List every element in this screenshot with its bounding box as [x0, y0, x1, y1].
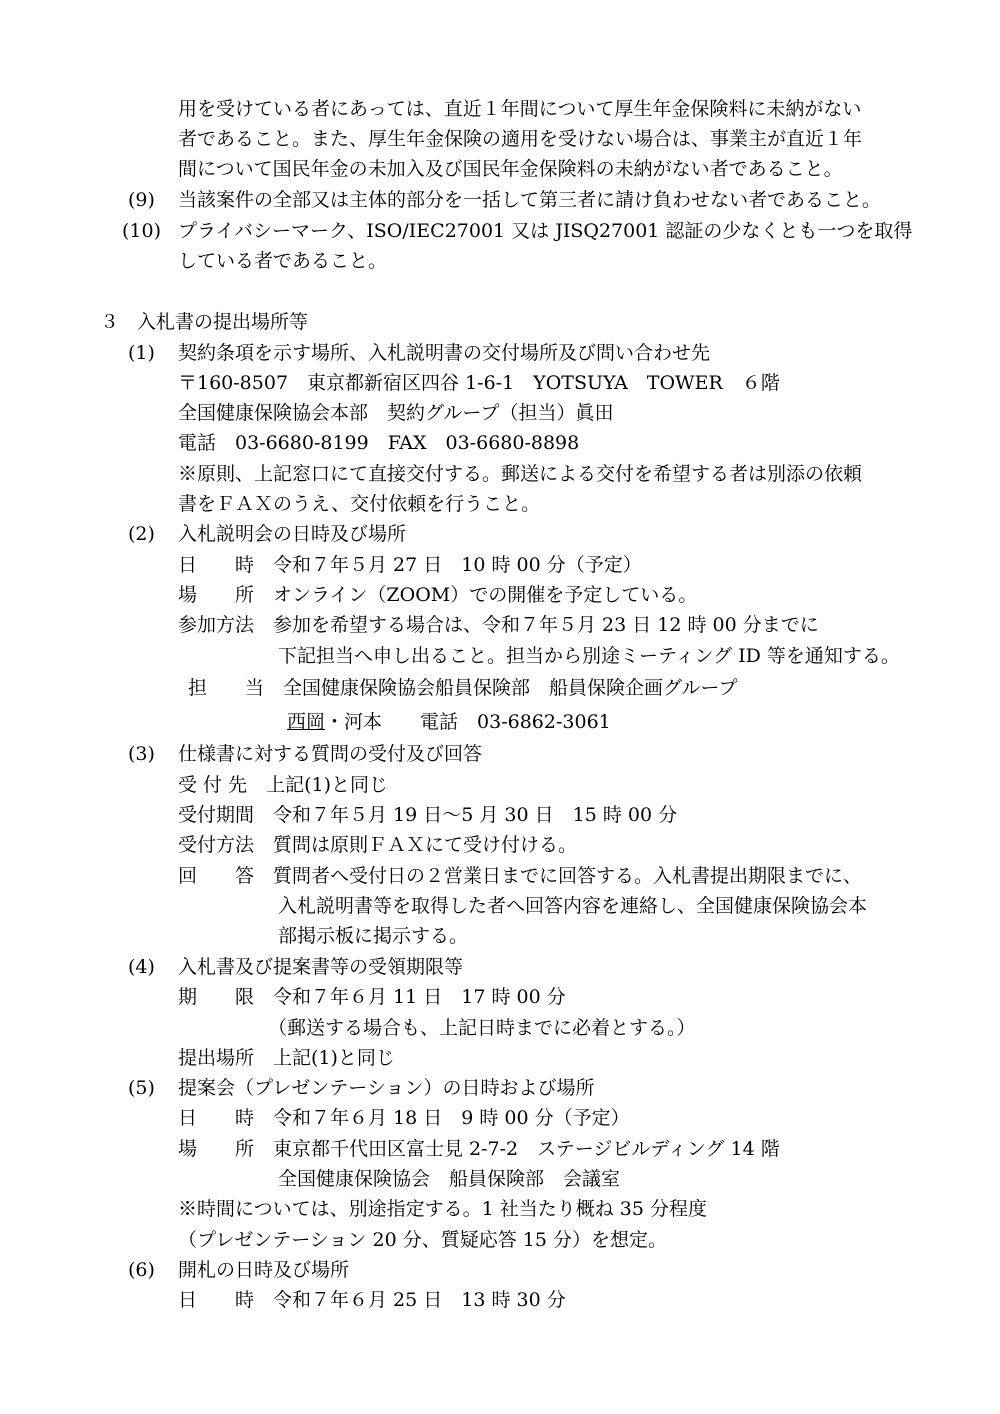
briefing-contact-2: [287, 710, 611, 734]
submission-place: 提出場所 上記(1)と同じ: [178, 1047, 395, 1069]
subsection-5-title: 提案会（プレゼンテーション）の日時および場所: [178, 1077, 595, 1099]
item-10-text-cont: している者であること。: [178, 250, 388, 272]
subsection-1-number: (1): [128, 342, 155, 364]
continued-line-3: 間について国民年金の未加入及び国民年金保険料の未納がない者であること。: [178, 158, 843, 180]
delivery-note-1: ※原則、上記窓口にて直接交付する。郵送による交付を希望する者は別添の依頼: [178, 463, 863, 485]
question-answer-2: 入札説明書等を取得した者へ回答内容を連絡し、全国健康保険協会本: [278, 895, 868, 917]
briefing-method-1: 参加方法 参加を希望する場合は、令和７年５月 23 日 12 時 00 分までに: [178, 614, 819, 636]
subsection-1-title: 契約条項を示す場所、入札説明書の交付場所及び問い合わせ先: [178, 342, 711, 364]
item-9-number: (9): [128, 189, 155, 211]
presentation-place-1: 場 所 東京都千代田区富士見 2-7-2 ステージビルディング 14 階: [178, 1138, 780, 1160]
subsection-2-number: (2): [128, 523, 155, 545]
briefing-datetime: 日 時 令和７年５月 27 日 10 時 00 分（予定）: [178, 554, 642, 576]
item-10-number: (10): [122, 220, 162, 242]
contact-name-underlined: 西岡: [287, 711, 326, 733]
subsection-6-title: 開札の日時及び場所: [178, 1259, 350, 1281]
submission-deadline-note: （郵送する場合も、上記日時までに必着とする。）: [268, 1017, 696, 1039]
question-reception: 受 付 先 上記(1)と同じ: [178, 774, 388, 796]
question-method: 受付方法 質問は原則ＦＡＸにて受け付ける。: [178, 834, 578, 856]
subsection-3-title: 仕様書に対する質問の受付及び回答: [178, 743, 483, 765]
presentation-datetime: 日 時 令和７年６月 18 日 9 時 00 分（予定）: [178, 1107, 630, 1129]
subsection-4-title: 入札書及び提案書等の受領期限等: [178, 956, 464, 978]
section-3-number: ３: [100, 311, 120, 333]
subsection-4-number: (4): [128, 956, 155, 978]
section-3-title: 入札書の提出場所等: [137, 311, 309, 333]
question-answer-1: 回 答 質問者へ受付日の２営業日までに回答する。入札書提出期限までに、: [178, 865, 863, 887]
submission-deadline: 期 限 令和７年６月 11 日 17 時 00 分: [178, 986, 566, 1008]
subsection-3-number: (3): [128, 743, 155, 765]
subsection-2-title: 入札説明会の日時及び場所: [178, 523, 407, 545]
opening-datetime: 日 時 令和７年６月 25 日 13 時 30 分: [178, 1289, 566, 1311]
contact-phone: 電話 03-6680-8199 FAX 03-6680-8898: [178, 432, 580, 454]
briefing-place: 場 所 オンライン（ZOOM）での開催を予定している。: [178, 584, 698, 606]
presentation-note-1: ※時間については、別途指定する。1 社当たり概ね 35 分程度: [178, 1198, 708, 1220]
item-10-text: プライバシーマーク、ISO/IEC27001 又は JISQ27001 認証の少なくとも一つを取得: [178, 220, 913, 242]
briefing-contact-1: 担 当 全国健康保険協会船員保険部 船員保険企画グループ: [188, 677, 738, 699]
continued-line-1: 用を受けている者にあっては、直近１年間について厚生年金保険料に未納がない: [178, 98, 862, 120]
subsection-5-number: (5): [128, 1077, 155, 1099]
presentation-note-2: （プレゼンテーション 20 分、質疑応答 15 分）を想定。: [178, 1229, 667, 1251]
contact-department: 全国健康保険協会本部 契約グループ（担当）眞田: [178, 402, 614, 424]
briefing-method-2: 下記担当へ申し出ること。担当から別途ミーティング ID 等を通知する。: [278, 645, 900, 667]
question-period: 受付期間 令和７年５月 19 日～5 月 30 日 15 時 00 分: [178, 804, 678, 826]
question-answer-3: 部掲示板に掲示する。: [278, 925, 469, 947]
delivery-note-2: 書をＦＡＸのうえ、交付依頼を行うこと。: [178, 493, 541, 515]
presentation-place-2: 全国健康保険協会 船員保険部 会議室: [278, 1168, 621, 1190]
continued-line-2: 者であること。また、厚生年金保険の適用を受けない場合は、事業主が直近１年: [178, 128, 863, 150]
contact-name-rest: ・河本 電話 03-6862-3061: [325, 711, 611, 733]
subsection-6-number: (6): [128, 1259, 155, 1281]
contact-address: 〒160-8507 東京都新宿区四谷 1-6-1 YOTSUYA TOWER ６階: [178, 372, 780, 394]
item-9-text: 当該案件の全部又は主体的部分を一括して第三者に請け負わせない者であること。: [178, 189, 882, 211]
